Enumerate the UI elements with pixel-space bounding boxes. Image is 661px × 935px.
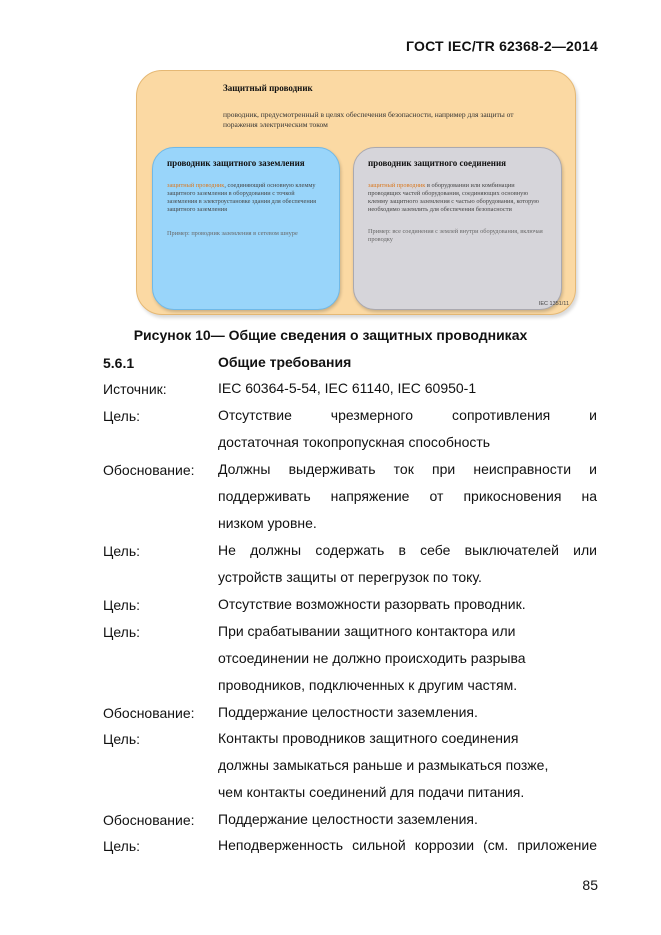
item-line: Контакты проводников защитного соединения (218, 730, 519, 746)
item-line: Отсутствие возможности разорвать проводник. (218, 596, 526, 612)
earthing-conductor-description (167, 182, 325, 214)
bonding-conductor-box (353, 147, 562, 310)
item-text (218, 591, 597, 618)
iec-reference: IEC 1351/11 (538, 301, 569, 307)
item-text (218, 725, 597, 805)
item-line: IEC 60364-5-54, IEC 61140, IEC 60950-1 (218, 380, 477, 396)
bonding-conductor-title: проводник защитного соединения (368, 158, 507, 168)
item-line: поддерживать напряжение от прикосновения на (218, 487, 597, 504)
description-text: , соединяющий основную клемму защитного заземления в оборудовании с точкой заземления в электроустановке здания для обеспечения защитного заземления (167, 182, 316, 213)
item-label: Обоснование: (103, 705, 195, 721)
item-label: Цель: (103, 624, 141, 640)
item-label: Обоснование: (103, 812, 195, 828)
item-label: Цель: (103, 597, 141, 613)
item-text (218, 832, 597, 859)
item-line: низком уровне. (218, 514, 317, 531)
bonding-conductor-description (368, 182, 547, 214)
item-label: Источник: (103, 381, 167, 397)
item-line: Не должны содержать в себе выключателей или (218, 542, 597, 558)
bonding-conductor-example: Пример: все соединения с землей внутри оборудования, включая проводку (368, 228, 543, 243)
item-line: Поддержание целостности заземления. (218, 811, 478, 827)
item-label: Цель: (103, 408, 141, 424)
diagram-title: Защитный проводник (223, 83, 313, 93)
item-line: Должны выдерживать ток при неисправности и (218, 461, 597, 477)
item-text (218, 618, 597, 698)
item-line: Отсутствие чрезмерного сопротивления и (218, 407, 597, 423)
item-line: Неподверженность сильной коррозии (см. приложение (218, 837, 597, 853)
item-line: отсоединении не должно происходить разрыва (218, 649, 526, 666)
item-text (218, 699, 597, 726)
item-line: проводников, подключенных к другим частям. (218, 676, 518, 693)
section-title: Общие требования (218, 354, 352, 370)
diagram-description: проводник, предусмотренный в целях обеспечения безопасности, например для защиты от поражения электрическим током (223, 110, 514, 129)
item-text (218, 537, 597, 591)
item-text (218, 402, 597, 456)
highlight-term: защитный проводник (167, 182, 225, 189)
document-header: ГОСТ IEC/TR 62368-2—2014 (406, 38, 598, 54)
item-text (218, 456, 597, 536)
item-line: достаточная токопропускная способность (218, 433, 491, 450)
highlight-term: защитный проводник (368, 182, 426, 189)
figure-caption: Рисунок 10— Общие сведения о защитных проводниках (133, 327, 528, 343)
item-label: Цель: (103, 731, 141, 747)
earthing-conductor-title: проводник защитного заземления (167, 158, 305, 168)
item-label: Цель: (103, 838, 141, 854)
item-line: чем контакты соединений для подачи питания. (218, 783, 525, 800)
item-label: Цель: (103, 543, 141, 559)
item-line: устройств защиты от перегрузок по току. (218, 568, 482, 585)
item-line: должны замыкаться раньше и размыкаться позже, (218, 756, 549, 773)
earthing-conductor-example: Пример: проводник заземления в сетевом шнуре (167, 230, 298, 237)
item-line: Поддержание целостности заземления. (218, 704, 478, 720)
item-label: Обоснование: (103, 462, 195, 478)
section-number: 5.6.1 (103, 355, 135, 371)
page-number: 85 (582, 877, 598, 893)
item-text (218, 375, 597, 402)
description-text: в оборудовании или комбинации проводящих частей оборудования, соединяющих основную клемму защитного заземления с частью оборудования, которую необходимо заземлить для обеспечения безопасности (368, 182, 540, 213)
protective-conductor-diagram (136, 70, 576, 315)
earthing-conductor-box (152, 147, 340, 310)
item-text (218, 806, 597, 833)
item-line: При срабатывании защитного контактора или (218, 623, 516, 639)
